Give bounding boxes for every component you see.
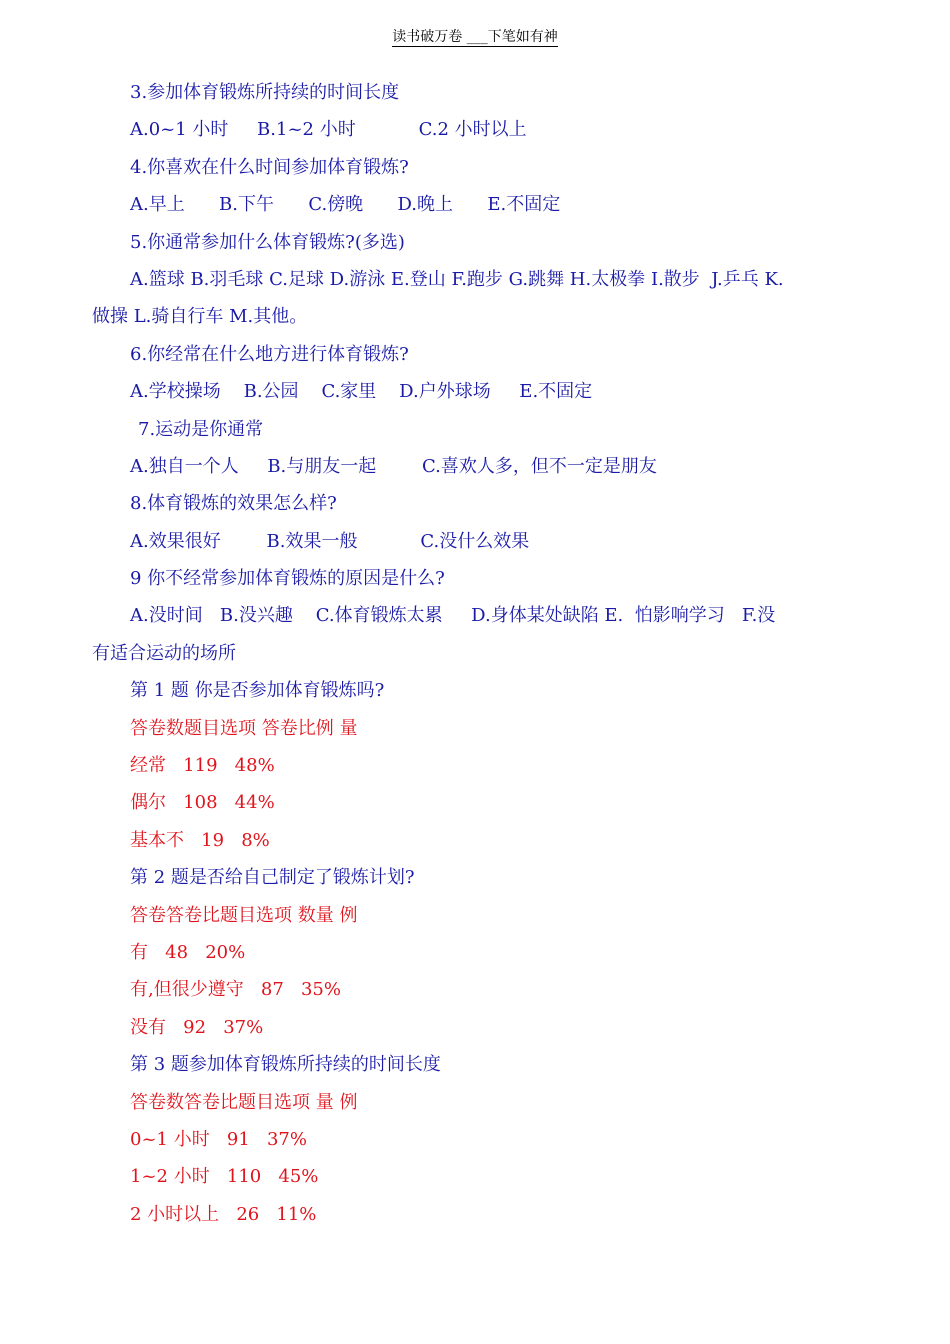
document-body <box>0 74 950 1233</box>
result-1-header: 答卷数题目选项 答卷比例 量 <box>130 717 358 739</box>
question-9-options-cont: 有适合运动的场所 <box>92 642 236 664</box>
question-9-title: 9 你不经常参加体育锻炼的原因是什么? <box>130 568 445 590</box>
result-3-header: 答卷数答卷比题目选项 量 例 <box>130 1091 358 1113</box>
result-1-row: 偶尔 108 44% <box>130 792 275 814</box>
result-1-title: 第 1 题 你是否参加体育锻炼吗? <box>130 680 385 702</box>
result-3-row: 2 小时以上 26 11% <box>130 1203 317 1225</box>
result-3-row: 0~1 小时 91 37% <box>130 1128 307 1150</box>
header-text: 读书破万卷 ___下笔如有神 <box>392 29 558 45</box>
result-1-row: 经常 119 48% <box>130 755 275 777</box>
page-header <box>0 26 950 46</box>
result-3-row: 1~2 小时 110 45% <box>130 1166 319 1188</box>
question-3-options: A.0~1 小时 B.1~2 小时 C.2 小时以上 <box>130 119 527 141</box>
question-9-options: A.没时间 B.没兴趣 C.体育锻炼太累 D.身体某处缺陷 E. 怕影响学习 F.没 <box>130 605 776 627</box>
question-5-title: 5.你通常参加什么体育锻炼?(多选) <box>130 231 405 253</box>
question-8-title: 8.体育锻炼的效果怎么样? <box>130 493 337 515</box>
question-8-options: A.效果很好 B.效果一般 C.没什么效果 <box>130 530 530 552</box>
question-6-options: A.学校操场 B.公园 C.家里 D.户外球场 E.不固定 <box>130 381 593 403</box>
result-2-title: 第 2 题是否给自己制定了锻炼计划? <box>130 867 415 889</box>
result-3-title: 第 3 题参加体育锻炼所持续的时间长度 <box>130 1054 441 1076</box>
result-2-row: 有 48 20% <box>130 941 246 963</box>
question-4-title: 4.你喜欢在什么时间参加体育锻炼? <box>130 156 409 178</box>
result-2-row: 没有 92 37% <box>130 1016 264 1038</box>
result-2-header: 答卷答卷比题目选项 数量 例 <box>130 904 358 926</box>
question-4-options: A.早上 B.下午 C.傍晚 D.晚上 E.不固定 <box>130 194 561 216</box>
question-5-options: A.篮球 B.羽毛球 C.足球 D.游泳 E.登山 F.跑步 G.跳舞 H.太极拳 I.散步 J.乒乓 K. <box>130 268 784 290</box>
result-2-row: 有,但很少遵守 87 35% <box>130 979 341 1001</box>
question-7-title: 7.运动是你通常 <box>138 418 264 440</box>
result-1-row: 基本不 19 8% <box>130 829 270 851</box>
question-7-options: A.独自一个人 B.与朋友一起 C.喜欢人多，但不一定是朋友 <box>130 455 657 477</box>
question-5-options-cont: 做操 L.骑自行车 M.其他。 <box>92 306 308 328</box>
question-3-title: 3.参加体育锻炼所持续的时间长度 <box>130 82 400 103</box>
question-6-title: 6.你经常在什么地方进行体育锻炼? <box>130 343 409 365</box>
